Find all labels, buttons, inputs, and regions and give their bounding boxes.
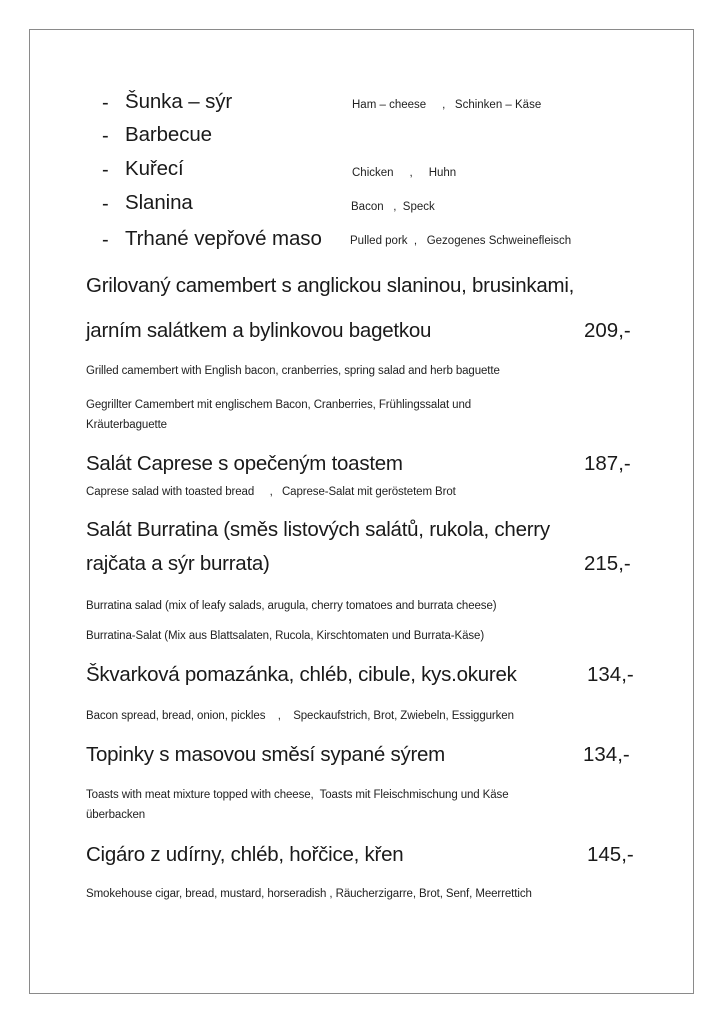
dish-price: 209,-	[584, 319, 631, 342]
dish-price: 145,-	[587, 843, 634, 866]
dish-title: Salát Caprese s opečeným toastem	[86, 452, 403, 475]
dish-description: Caprese salad with toasted bread , Caprese-Salat mit geröstetem Brot	[86, 486, 456, 498]
variant-name: Kuřecí	[125, 157, 184, 180]
dish-description: Toasts with meat mixture topped with cheese, Toasts mit Fleischmischung und Käse	[86, 789, 509, 801]
dish-description: Smokehouse cigar, bread, mustard, horseradish , Räucherzigarre, Brot, Senf, Meerrettich	[86, 888, 532, 900]
bullet-dash: -	[102, 92, 109, 114]
dish-price: 215,-	[584, 552, 631, 575]
variant-name: Šunka – sýr	[125, 90, 233, 113]
dish-description: Bacon spread, bread, onion, pickles , Speckaufstrich, Brot, Zwiebeln, Essiggurken	[86, 710, 514, 722]
dish-description-de: Gegrillter Camembert mit englischem Bacon, Cranberries, Frühlingssalat und	[86, 399, 472, 411]
dish-description-en: Grilled camembert with English bacon, cranberries, spring salad and herb baguette	[86, 365, 500, 377]
dish-description-de: Burratina-Salat (Mix aus Blattsalaten, Rucola, Kirschtomaten und Burrata-Käse)	[86, 630, 485, 642]
variant-name: Trhané vepřové maso	[125, 227, 322, 250]
variant-translation: Bacon , Speck	[351, 201, 435, 213]
variant-translation: Pulled pork , Gezogenes Schweinefleisch	[350, 235, 572, 247]
dish-title: Salát Burratina (směs listových salátů, rukola, cherry	[86, 518, 550, 541]
dish-title: Grilovaný camembert s anglickou slaninou, brusinkami,	[86, 274, 575, 297]
dish-title: Topinky s masovou směsí sypané sýrem	[86, 743, 445, 766]
dish-description-en: Burratina salad (mix of leafy salads, arugula, cherry tomatoes and burrata cheese)	[86, 600, 497, 612]
variant-name: Slanina	[125, 191, 193, 214]
dish-title: rajčata a sýr burrata)	[86, 552, 270, 575]
dish-title: Škvarková pomazánka, chléb, cibule, kys.okurek	[86, 663, 517, 686]
dish-price: 187,-	[584, 452, 631, 475]
dish-title: Cigáro z udírny, chléb, hořčice, křen	[86, 843, 404, 866]
bullet-dash: -	[102, 193, 109, 215]
bullet-dash: -	[102, 229, 109, 251]
variant-translation: Ham – cheese , Schinken – Käse	[352, 99, 542, 111]
dish-price: 134,-	[587, 663, 634, 686]
dish-title: jarním salátkem a bylinkovou bagetkou	[86, 319, 432, 342]
dish-price: 134,-	[583, 743, 630, 766]
dish-description: überbacken	[86, 809, 146, 821]
bullet-dash: -	[102, 125, 109, 147]
variant-translation: Chicken , Huhn	[352, 167, 457, 179]
dish-description-de: Kräuterbaguette	[86, 419, 167, 431]
variant-name: Barbecue	[125, 123, 212, 146]
bullet-dash: -	[102, 159, 109, 181]
